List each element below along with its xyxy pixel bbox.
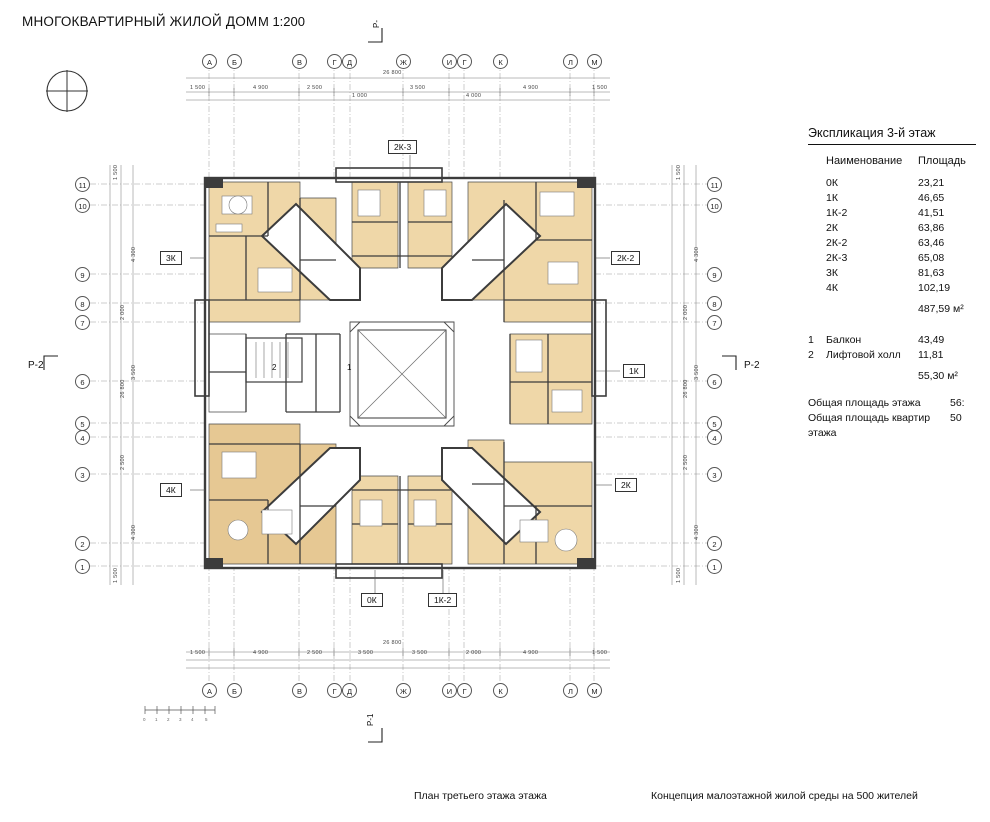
legend-apartment-row: [808, 236, 990, 251]
dim-bottom-4: 3 500: [358, 650, 374, 656]
axis-bubble: 4: [707, 430, 722, 445]
dim-left-7: 1 500: [113, 567, 119, 583]
axis-bubble: Б: [227, 683, 242, 698]
axis-bubble: 7: [707, 315, 722, 330]
svg-text:4: 4: [191, 717, 194, 722]
room-name: Балкон: [826, 334, 862, 346]
dim-top-overall: 26 800: [383, 70, 402, 76]
room-number: 2: [808, 349, 814, 361]
legend-header-area: Площадь: [918, 155, 966, 167]
page-title: МНОГОКВАРТИРНЫЙ ЖИЛОЙ ДОМ: [22, 14, 258, 29]
axis-bubble: 3: [707, 467, 722, 482]
dim-right-2: 4 300: [694, 246, 700, 262]
dim-right-1: 1 500: [676, 164, 682, 180]
axis-bubble: 9: [75, 267, 90, 282]
apartment-area: 41,51: [918, 207, 945, 219]
unit-tag-2k[interactable]: 2К: [615, 478, 637, 492]
axis-bubble: 8: [75, 296, 90, 311]
axis-bubble: Г: [327, 54, 342, 69]
legend-apartment-row: [808, 221, 990, 236]
unit-tag-3k[interactable]: 3К: [160, 251, 182, 265]
axis-bubble: В: [292, 683, 307, 698]
dim-bottom-8: 1 500: [592, 650, 608, 656]
apartment-name: 2К-3: [826, 252, 848, 264]
unit-tag-2k3[interactable]: 2К-3: [388, 140, 417, 154]
footer-caption-right: Концепция малоэтажной жилой среды на 500 жителей: [651, 790, 918, 802]
apartment-area: 102,19: [918, 282, 951, 294]
apartment-area: 65,08: [918, 252, 945, 264]
axis-bubble: 2: [75, 536, 90, 551]
legend-apartment-row: [808, 251, 990, 266]
room-number: 1: [808, 334, 814, 346]
dim-top-1: 1 500: [190, 85, 206, 91]
dim-right-overall: 26 800: [683, 379, 689, 398]
apartment-name: 0К: [826, 177, 838, 189]
dim-bottom-6: 2 000: [466, 650, 482, 656]
unit-tag-1k2[interactable]: 1К-2: [428, 593, 457, 607]
dim-right-5: 2 500: [683, 454, 689, 470]
section-label-r-top: Р-: [372, 20, 381, 28]
dim-top-5: 3 500: [410, 85, 426, 91]
dim-bottom-1: 1 500: [190, 650, 206, 656]
legend-apartment-row: [808, 191, 990, 206]
legend-header-row: [808, 154, 990, 169]
axis-bubble: 1: [707, 559, 722, 574]
apartment-area: 46,65: [918, 192, 945, 204]
dim-top-6: 4 000: [466, 93, 482, 99]
axis-bubble: А: [202, 54, 217, 69]
axis-bubble: 3: [75, 467, 90, 482]
apartment-area: 81,63: [918, 267, 945, 279]
dim-right-6: 4 300: [694, 524, 700, 540]
dim-bottom-3: 2 500: [307, 650, 323, 656]
legend-summary: [808, 396, 990, 441]
axis-bubble: Ж: [396, 683, 411, 698]
dim-left-4: 3 500: [131, 364, 137, 380]
axis-bubble: Л: [563, 683, 578, 698]
axis-bubble: 4: [75, 430, 90, 445]
apartments-total: 487,59 м²: [918, 303, 964, 315]
svg-text:1: 1: [155, 717, 158, 722]
legend-room-row: [808, 333, 990, 348]
room-name: Лифтовой холл: [826, 349, 901, 361]
unit-tag-0k[interactable]: 0К: [361, 593, 383, 607]
axis-bubble: 5: [75, 416, 90, 431]
axis-bubble: Ж: [396, 54, 411, 69]
summary-name: Общая площадь квартир этажа: [808, 412, 931, 439]
legend-room-row: [808, 348, 990, 363]
axis-bubble: Г: [327, 683, 342, 698]
axis-bubble: 1: [75, 559, 90, 574]
axis-bubble: Г: [457, 54, 472, 69]
axis-bubble: 10: [75, 198, 90, 213]
dim-bottom-7: 4 900: [523, 650, 539, 656]
apartment-name: 1К-2: [826, 207, 848, 219]
axis-bubble: Г: [457, 683, 472, 698]
unit-tag-1k[interactable]: 1К: [623, 364, 645, 378]
dim-top-3: 2 500: [307, 85, 323, 91]
apartment-area: 63,46: [918, 237, 945, 249]
axis-bubble: Д: [342, 54, 357, 69]
dim-top-2: 4 900: [253, 85, 269, 91]
room-number-1: 1: [347, 363, 352, 372]
apartment-area: 63,86: [918, 222, 945, 234]
dim-top-4: 1 000: [352, 93, 368, 99]
summary-value: 50: [950, 412, 962, 424]
apartment-name: 2К: [826, 222, 838, 234]
summary-name: Общая площадь этажа: [808, 397, 921, 409]
legend-apartment-row: [808, 281, 990, 296]
legend-divider: [808, 144, 976, 145]
axis-bubble: И: [442, 683, 457, 698]
summary-value: 56:: [950, 397, 965, 409]
summary-row: [808, 396, 990, 411]
dim-left-1: 1 500: [113, 164, 119, 180]
axis-bubble: К: [493, 54, 508, 69]
exploitation-legend: [808, 126, 990, 441]
legend-header-name: Наименование: [826, 155, 903, 167]
section-label-r2-left: Р-2: [28, 360, 44, 371]
dim-top-7: 4 900: [523, 85, 539, 91]
svg-text:5: 5: [205, 717, 208, 722]
footer-caption-left: План третьего этажа этажа: [414, 790, 547, 802]
room-number-2: 2: [272, 363, 277, 372]
axis-bubble: 8: [707, 296, 722, 311]
axis-bubble: 10: [707, 198, 722, 213]
legend-apartment-row: [808, 176, 990, 191]
axis-bubble: 6: [707, 374, 722, 389]
axis-bubble: И: [442, 54, 457, 69]
axis-bubble: М: [587, 54, 602, 69]
apartment-area: 23,21: [918, 177, 945, 189]
axis-bubble: 2: [707, 536, 722, 551]
dim-bottom-2: 4 900: [253, 650, 269, 656]
apartment-name: 2К-2: [826, 237, 848, 249]
dim-right-7: 1 500: [676, 567, 682, 583]
svg-text:0: 0: [143, 717, 146, 722]
dim-top-8: 1 500: [592, 85, 608, 91]
legend-title: Экспликация 3-й этаж: [808, 126, 936, 140]
section-label-r1: Р-1: [366, 713, 375, 726]
axis-bubble: 6: [75, 374, 90, 389]
axis-bubble: Д: [342, 683, 357, 698]
svg-text:3: 3: [179, 717, 182, 722]
apartment-name: 1К: [826, 192, 838, 204]
section-label-r2-right: Р-2: [744, 360, 760, 371]
svg-text:2: 2: [167, 717, 170, 722]
axis-bubble: 11: [707, 177, 722, 192]
legend-apartment-row: [808, 266, 990, 281]
dim-right-3: 2 000: [683, 304, 689, 320]
dim-bottom-5: 3 500: [412, 650, 428, 656]
dim-left-2: 4 300: [131, 246, 137, 262]
dim-left-overall: 26 800: [120, 379, 126, 398]
dim-bottom-overall: 26 800: [383, 640, 402, 646]
dim-left-6: 4 300: [131, 524, 137, 540]
axis-bubble: Л: [563, 54, 578, 69]
axis-bubble: Б: [227, 54, 242, 69]
apartment-name: 4К: [826, 282, 838, 294]
dim-left-5: 2 500: [120, 454, 126, 470]
axis-bubble: В: [292, 54, 307, 69]
room-area: 11,81: [918, 349, 944, 361]
unit-tag-4k[interactable]: 4К: [160, 483, 182, 497]
unit-tag-2k2[interactable]: 2К-2: [611, 251, 640, 265]
room-area: 43,49: [918, 334, 945, 346]
axis-bubble: 9: [707, 267, 722, 282]
summary-row: [808, 411, 990, 441]
apartment-name: 3К: [826, 267, 838, 279]
axis-bubble: М: [587, 683, 602, 698]
legend-apartment-row: [808, 206, 990, 221]
dim-left-3: 2 000: [120, 304, 126, 320]
axis-bubble: К: [493, 683, 508, 698]
rooms-total: 55,30 м²: [918, 370, 958, 382]
dim-right-4: 3 500: [694, 364, 700, 380]
axis-bubble: 5: [707, 416, 722, 431]
axis-bubble: 7: [75, 315, 90, 330]
axis-bubble: А: [202, 683, 217, 698]
axis-bubble: 11: [75, 177, 90, 192]
scale-label: М 1:200: [258, 14, 305, 29]
